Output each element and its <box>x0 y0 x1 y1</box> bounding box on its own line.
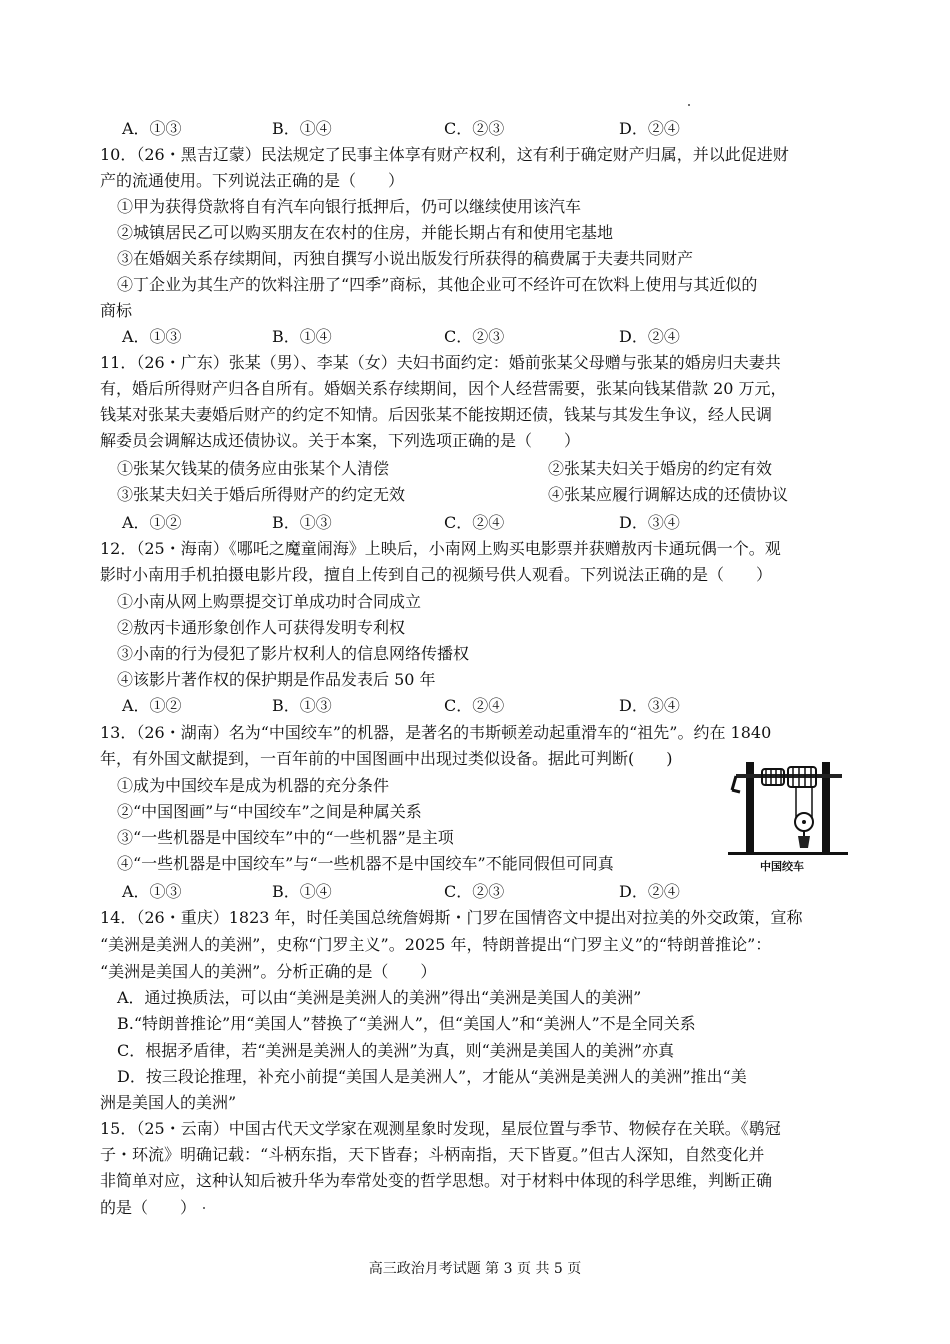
q10-item-3: ③在婚姻关系存续期间，丙独自撰写小说出版发行所获得的稿费属于夫妻共同财产 <box>117 249 694 268</box>
q15-stem-line-1: 15．（25・云南）中国古代天文学家在观测星象时发现，星辰位置与季节、物候存在关联。《鹖冠 <box>100 1119 781 1138</box>
q11-item-1: ①张某欠钱某的债务应由张某个人清偿 <box>117 459 390 478</box>
option-d: D．②④ <box>619 327 680 346</box>
chinese-windlass-figure <box>726 760 850 878</box>
q11-stem-line-4: 解委员会调解达成还债协议。关于本案，下列选项正确的是（ ） <box>100 431 581 450</box>
q13-stem-line-2: 年，有外国文献提到，一百年前的中国图画中出现过类似设备。据此可判断( ) <box>100 749 673 768</box>
q14-option-a: A．通过换质法，可以由“美洲是美洲人的美洲”得出“美洲是美国人的美洲” <box>117 988 642 1007</box>
q13-item-3: ③“一些机器是中国绞车”中的“一些机器”是主项 <box>117 828 454 847</box>
option-a: A．①③ <box>122 882 182 901</box>
q12-options <box>122 695 722 717</box>
option-c: C．②③ <box>444 119 505 138</box>
q10-item-1: ①甲为获得贷款将自有汽车向银行抵押后，仍可以继续使用该汽车 <box>117 197 582 216</box>
page-footer: 高三政治月考试题 第 3 页 共 5 页 <box>368 1261 582 1277</box>
q10-item-4-cont: 商标 <box>100 301 133 320</box>
q14-option-b: B.“特朗普推论”用“美国人”替换了“美洲人”，但“美国人”和“美洲人”不是全同关系 <box>117 1014 696 1033</box>
q9-options <box>122 118 722 140</box>
q14-stem-line-2: “美洲是美洲人的美洲”，史称“门罗主义”。2025 年，特朗普提出“门罗主义”的“特朗普推论”： <box>100 935 772 954</box>
q12-item-1: ①小南从网上购票提交订单成功时合同成立 <box>117 592 422 611</box>
option-c: C．②④ <box>444 696 505 715</box>
q14-option-c: C．根据矛盾律，若“美洲是美洲人的美洲”为真，则“美洲是美国人的美洲”亦真 <box>117 1041 674 1060</box>
option-d: D．③④ <box>619 513 680 532</box>
scan-speck <box>203 1207 205 1209</box>
q10-stem-line-2: 产的流通使用。下列说法正确的是（ ） <box>100 171 405 190</box>
q13-options <box>122 881 722 903</box>
option-b: B．①③ <box>272 513 332 532</box>
q10-item-4: ④丁企业为其生产的饮料注册了“四季”商标，其他企业可不经许可在饮料上使用与其近似的 <box>117 275 758 294</box>
q11-item-3: ③张某夫妇关于婚后所得财产的约定无效 <box>117 485 406 504</box>
option-b: B．①④ <box>272 882 332 901</box>
q12-item-4: ④该影片著作权的保护期是作品发表后 50 年 <box>117 670 436 689</box>
q11-stem-line-2: 有，婚后所得财产归各自所有。婚姻关系存续期间，因个人经营需要，张某向钱某借款 20 万元， <box>100 379 787 398</box>
q13-item-1: ①成为中国绞车是成为机器的充分条件 <box>117 776 390 795</box>
q12-stem-line-2: 影时小南用手机拍摄电影片段，擅自上传到自己的视频号供人观看。下列说法正确的是（ ） <box>100 565 773 584</box>
q15-stem-line-3: 非简单对应，这种认知后被升华为奉常处变的哲学思想。对于材料中体现的科学思维，判断正确 <box>100 1171 773 1190</box>
q11-item-4: ④张某应履行调解达成的还债协议 <box>548 485 789 504</box>
q10-stem-line-1: 10．（26・黑吉辽蒙）民法规定了民事主体享有财产权利，这有利于确定财产归属，并以此促进财 <box>100 145 789 164</box>
option-a: A．①③ <box>122 327 182 346</box>
q11-stem-line-1: 11．（26・广东）张某（男）、李某（女）夫妇书面约定：婚前张某父母赠与张某的婚房归夫妻共 <box>100 353 781 372</box>
q14-stem-line-3: “美洲是美国人的美洲”。分析正确的是（ ） <box>100 962 437 981</box>
q14-option-d-cont: 洲是美国人的美洲” <box>100 1093 237 1112</box>
option-a: A．①② <box>122 513 182 532</box>
scan-speck <box>688 104 690 106</box>
q15-stem-line-4: 的是（ ） <box>100 1198 197 1217</box>
q11-stem-line-3: 钱某对张某夫妻婚后财产的约定不知情。后因张某不能按期还债，钱某与其发生争议，经人民调 <box>100 405 773 424</box>
q13-item-2: ②“中国图画”与“中国绞车”之间是种属关系 <box>117 802 422 821</box>
q13-stem-line-1: 13．（26・湖南）名为“中国绞车”的机器，是著名的韦斯顿差动起重滑车的“祖先”。约在 1840 <box>100 723 772 742</box>
q14-option-d: D．按三段论推理，补充小前提“美国人是美洲人”，才能从“美洲是美洲人的美洲”推出“美 <box>117 1067 747 1086</box>
q12-stem-line-1: 12．（25・海南）《哪吒之魔童闹海》上映后，小南网上购买电影票并获赠敖丙卡通玩偶一个。观 <box>100 539 781 558</box>
option-c: C．②③ <box>444 327 505 346</box>
option-a: A．①③ <box>122 119 182 138</box>
q10-options <box>122 326 722 348</box>
option-b: B．①③ <box>272 696 332 715</box>
q15-stem-line-2: 子・环流》明确记载：“斗柄东指，天下皆春；斗柄南指，天下皆夏。”但古人深知，自然变化并 <box>100 1145 765 1164</box>
q13-item-4: ④“一些机器是中国绞车”与“一些机器不是中国绞车”不能同假但可同真 <box>117 854 614 873</box>
q10-item-2: ②城镇居民乙可以购买朋友在农村的住房，并能长期占有和使用宅基地 <box>117 223 614 242</box>
option-b: B．①④ <box>272 327 332 346</box>
figure-caption: 中国绞车 <box>760 860 804 873</box>
q14-stem-line-1: 14．（26・重庆）1823 年，时任美国总统詹姆斯・门罗在国情咨文中提出对拉美的外交政策，宣称 <box>100 908 803 927</box>
q11-item-2: ②张某夫妇关于婚房的约定有效 <box>548 459 773 478</box>
option-c: C．②③ <box>444 882 505 901</box>
option-c: C．②④ <box>444 513 505 532</box>
option-a: A．①② <box>122 696 182 715</box>
option-d: D．②④ <box>619 882 680 901</box>
option-d: D．②④ <box>619 119 680 138</box>
option-d: D．③④ <box>619 696 680 715</box>
q11-options <box>122 512 722 534</box>
option-b: B．①④ <box>272 119 332 138</box>
q12-item-2: ②敖丙卡通形象创作人可获得发明专利权 <box>117 618 406 637</box>
q12-item-3: ③小南的行为侵犯了影片权利人的信息网络传播权 <box>117 644 470 663</box>
